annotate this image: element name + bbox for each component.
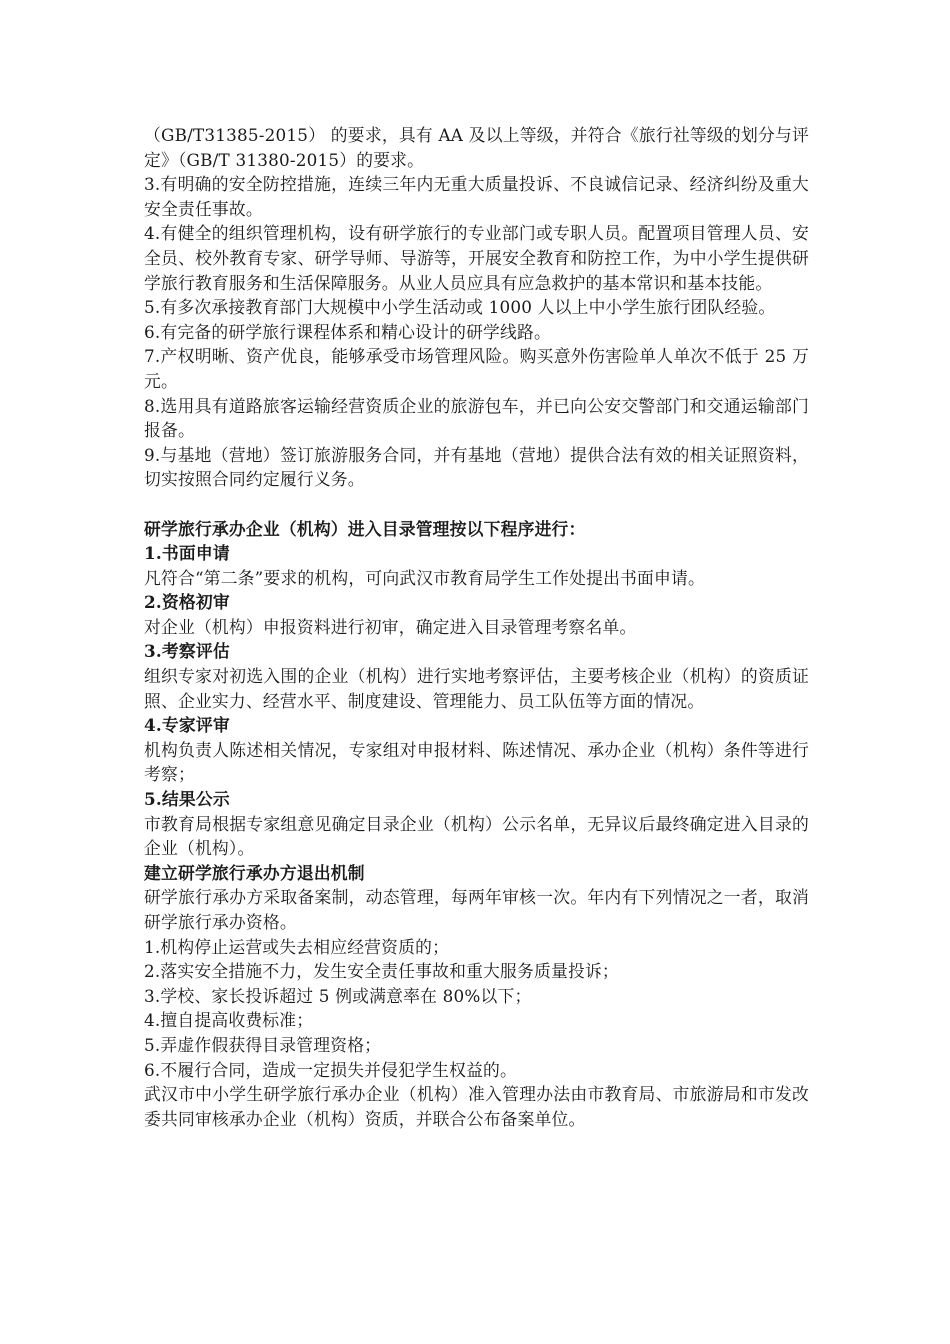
- procedure-heading: 研学旅行承办企业（机构）进入目录管理按以下程序进行：: [144, 518, 586, 539]
- step-body: 市教育局根据专家组意见确定目录企业（机构）公示名单，无异议后最终确定进入目录的企业（机构）。: [144, 813, 809, 859]
- paragraph-requirement-3: 3.有明确的安全防控措施，连续三年内无重大质量投诉、不良诚信记录、经济纠纷及重大安全责任事故。: [144, 174, 809, 219]
- document-body: [144, 123, 809, 1131]
- paragraph-standards: （GB/T31385-2015） 的要求，具有 AA 及以上等级，并符合《旅行社等级的划分与评定》（GB/T 31380-2015）的要求。: [144, 125, 809, 170]
- paragraph-requirement-4: 4.有健全的组织管理机构，设有研学旅行的专业部门或专职人员。配置项目管理人员、安全员、校外教育专家、研学导师、导游等，开展安全教育和防控工作，为中小学生提供研学旅行教育服务和生活保障服务。从业人员应具有应急救护的基本常识和基本技能。: [144, 223, 809, 293]
- paragraph-requirement-6: 6.有完备的研学旅行课程体系和精心设计的研学线路。: [144, 321, 551, 342]
- step-title: 1.书面申请: [144, 543, 230, 564]
- exit-item: 4.擅自提高收费标准；: [144, 1010, 314, 1031]
- exit-intro: 研学旅行承办方采取备案制，动态管理，每两年审核一次。年内有下列情况之一者，取消研学旅行承办资格。: [144, 887, 809, 932]
- closing-paragraph: 武汉市中小学生研学旅行承办企业（机构）准入管理办法由市教育局、市旅游局和市发改委共同审核承办企业（机构）资质，并联合公布备案单位。: [144, 1084, 809, 1129]
- exit-item: 3.学校、家长投诉超过 5 例或满意率在 80%以下；: [144, 985, 532, 1006]
- paragraph-requirement-7: 7.产权明晰、资产优良，能够承受市场管理风险。购买意外伤害险单人单次不低于 25 万元。: [144, 346, 809, 391]
- paragraph-requirement-5: 5.有多次承接教育部门大规模中小学生活动或 1000 人以上中小学生旅行团队经验。: [144, 297, 776, 318]
- step-title: 2.资格初审: [144, 592, 230, 613]
- step-body: 机构负责人陈述相关情况，专家组对申报材料、陈述情况、承办企业（机构）条件等进行考察；: [144, 739, 809, 785]
- paragraph-requirement-8: 8.选用具有道路旅客运输经营资质企业的旅游包车，并已向公安交警部门和交通运输部门报备。: [144, 395, 809, 441]
- step-title: 5.结果公示: [144, 789, 230, 810]
- exit-heading: 建立研学旅行承办方退出机制: [144, 862, 365, 883]
- step-body: 对企业（机构）申报资料进行初审，确定进入目录管理考察名单。: [144, 616, 637, 637]
- paragraph-requirement-9: 9.与基地（营地）签订旅游服务合同，并有基地（营地）提供合法有效的相关证照资料，切实按照合同约定履行义务。: [144, 444, 809, 490]
- step-title: 3.考察评估: [144, 641, 230, 662]
- exit-item: 5.弄虚作假获得目录管理资格；: [144, 1034, 382, 1055]
- blank-line: [144, 492, 809, 517]
- step-body: 凡符合“第二条”要求的机构，可向武汉市教育局学生工作处提出书面申请。: [144, 567, 705, 588]
- exit-item: 2.落实安全措施不力，发生安全责任事故和重大服务质量投诉；: [144, 961, 619, 982]
- step-title: 4.专家评审: [144, 715, 230, 736]
- step-body: 组织专家对初选入围的企业（机构）进行实地考察评估，主要考核企业（机构）的资质证照、企业实力、经营水平、制度建设、管理能力、员工队伍等方面的情况。: [144, 666, 809, 711]
- exit-item: 6.不履行合同，造成一定损失并侵犯学生权益的。: [144, 1059, 518, 1080]
- exit-item: 1.机构停止运营或失去相应经营资质的；: [144, 936, 450, 957]
